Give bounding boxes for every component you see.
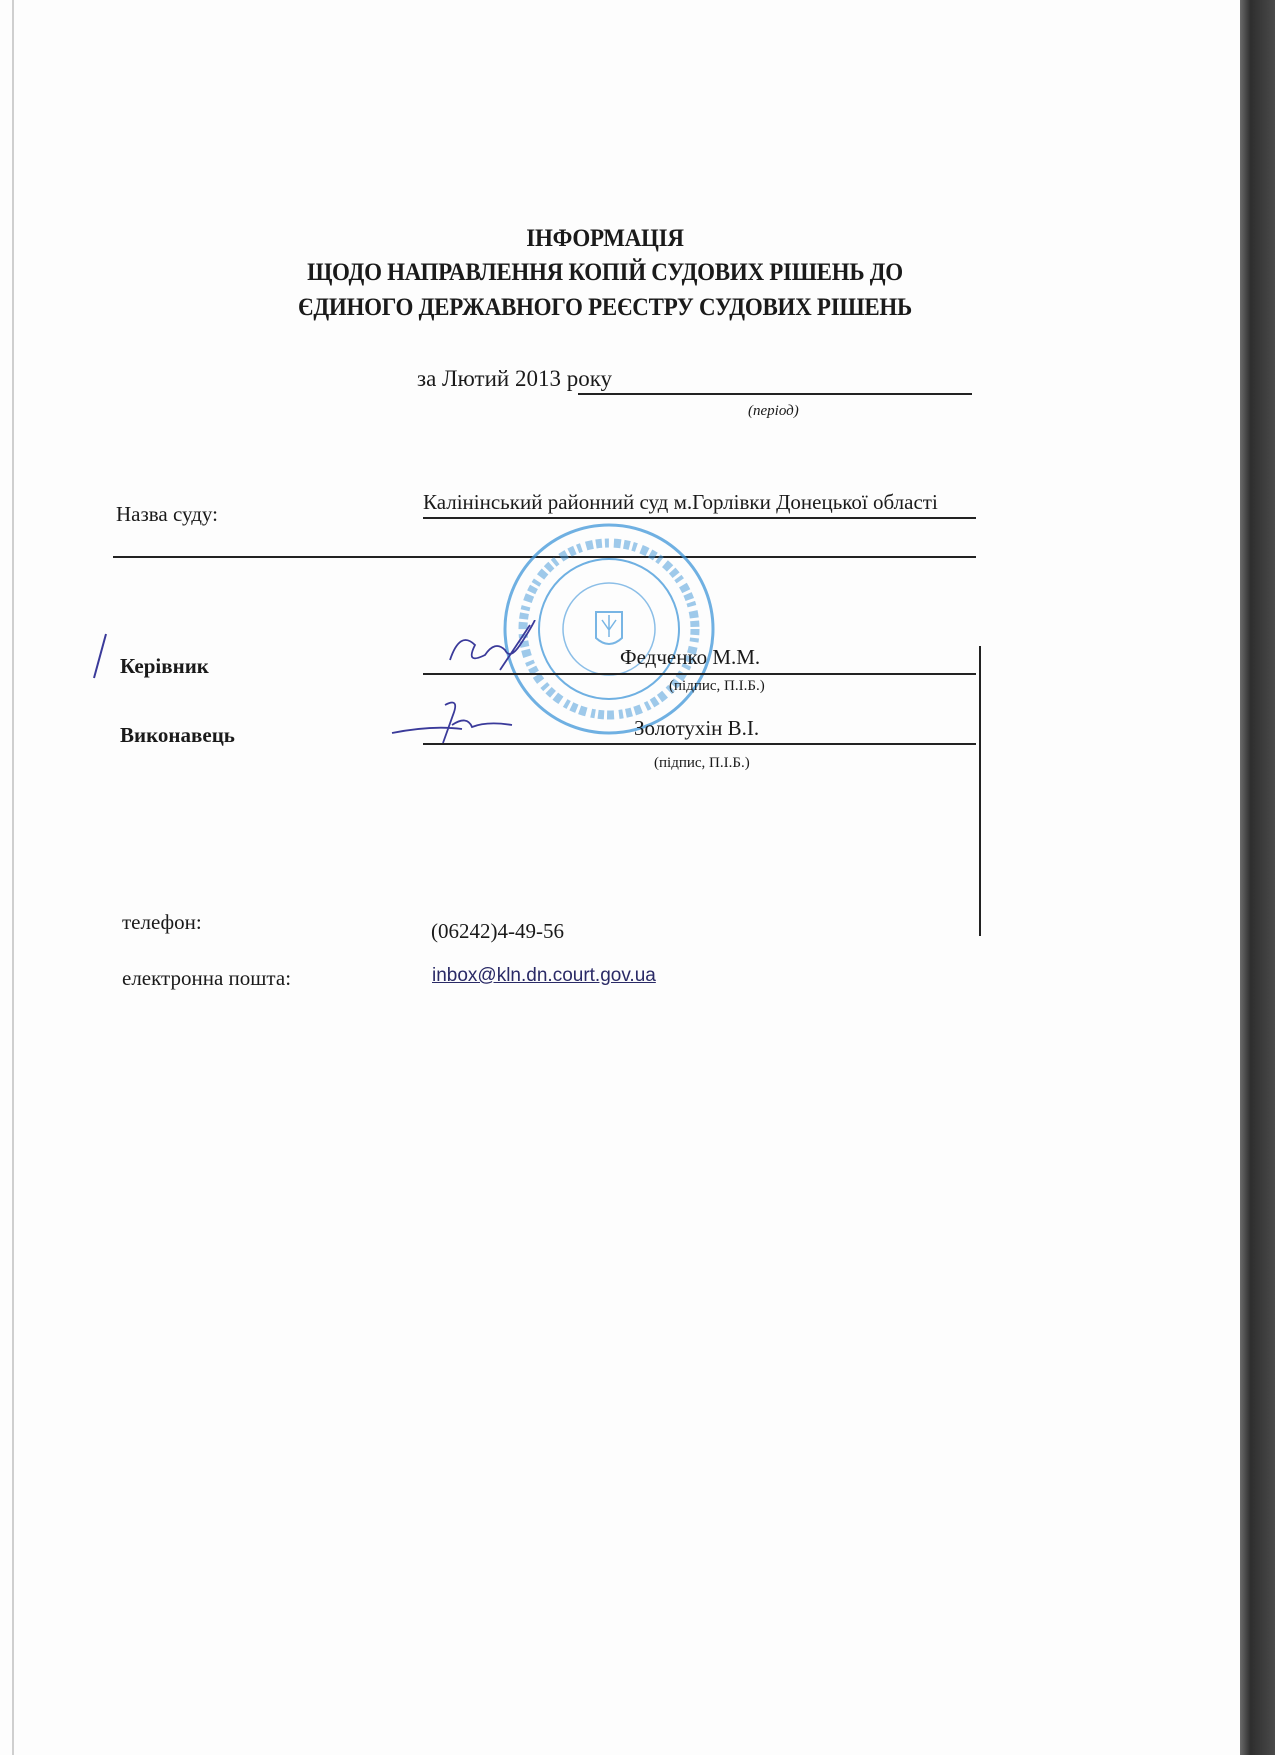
email-link[interactable]: inbox@kln.dn.court.gov.ua (432, 965, 656, 986)
head-signature (440, 620, 550, 680)
document-subtitle-1: ЩОДО НАПРАВЛЕННЯ КОПІЙ СУДОВИХ РІШЕНЬ ДО (307, 259, 903, 286)
head-name: Федченко М.М. (620, 645, 761, 669)
check-mark (90, 632, 110, 682)
executor-signature (390, 695, 520, 745)
court-label: Назва суду: (116, 502, 218, 526)
vertical-rule (979, 646, 981, 936)
head-caption: (підпис, П.І.Б.) (669, 678, 765, 694)
phone-label: телефон: (122, 910, 202, 934)
court-underline (423, 517, 976, 519)
executor-label: Виконавець (120, 723, 235, 747)
scan-edge-right (1240, 0, 1275, 1755)
period-underline (578, 393, 972, 395)
executor-name: Золотухін В.І. (634, 716, 760, 740)
email-label: електронна пошта: (122, 966, 292, 990)
court-underline-2 (113, 556, 976, 558)
scan-edge-left (12, 0, 14, 1755)
executor-underline (423, 743, 976, 745)
court-name: Калінінський районний суд м.Горлівки Донецької області (423, 490, 938, 514)
head-underline (423, 673, 976, 675)
executor-caption: (підпис, П.І.Б.) (654, 755, 750, 771)
head-label: Керівник (120, 654, 209, 678)
period-caption: (період) (748, 403, 799, 419)
document-subtitle-2: ЄДИНОГО ДЕРЖАВНОГО РЕЄСТРУ СУДОВИХ РІШЕНЬ (298, 294, 912, 321)
document-title: ІНФОРМАЦІЯ (526, 225, 684, 252)
period-text: за Лютий 2013 року (417, 366, 613, 391)
phone-value: (06242)4-49-56 (431, 919, 564, 943)
